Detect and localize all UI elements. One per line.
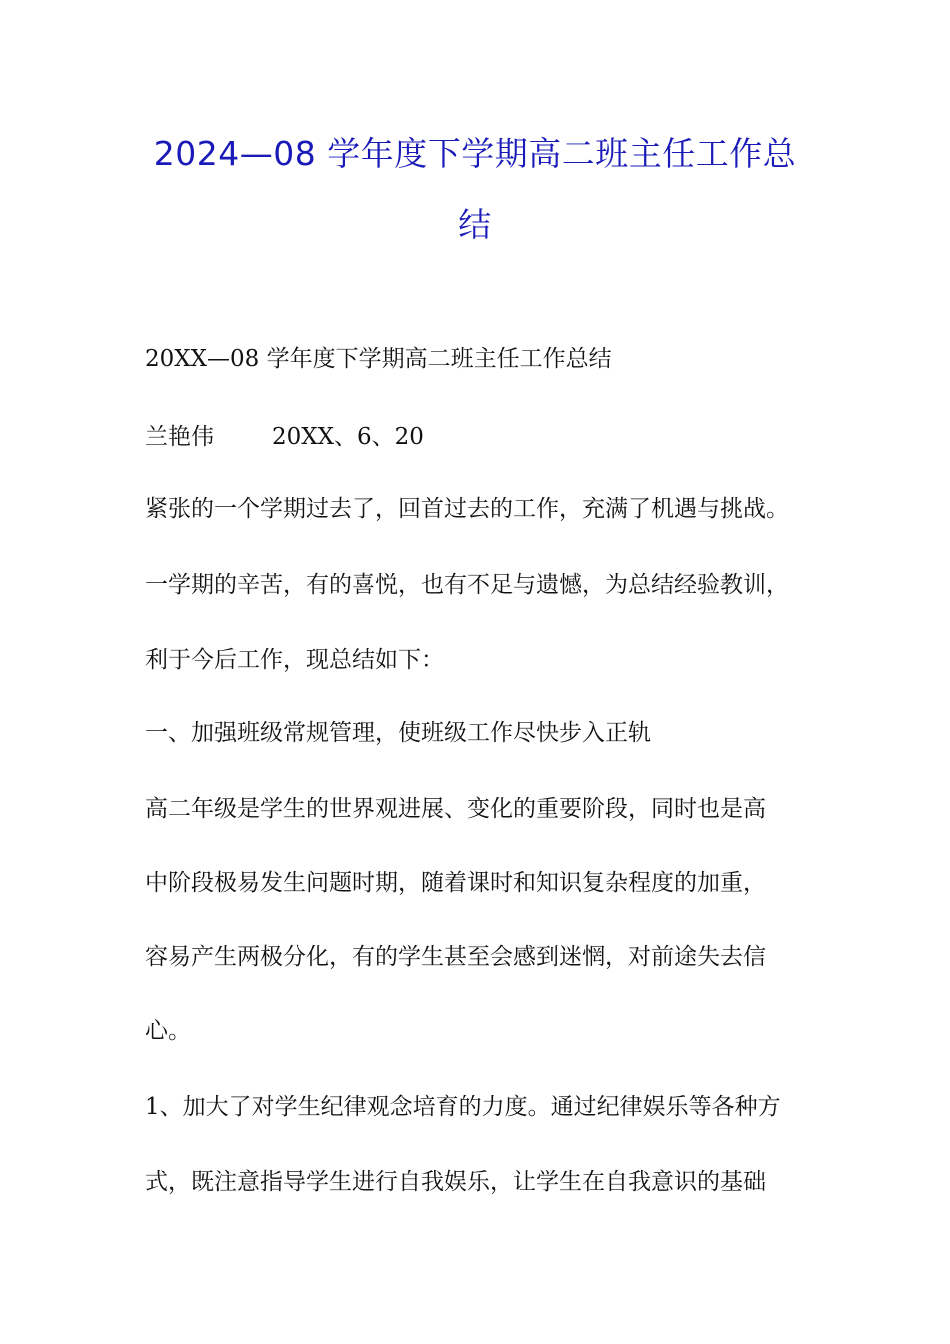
body-line: 心。: [145, 1018, 191, 1044]
author-name: 兰艳伟: [145, 424, 214, 450]
body-line: 高二年级是学生的世界观进展、变化的重要阶段，同时也是高: [145, 796, 766, 822]
body-line: 中阶段极易发生问题时期，随着课时和知识复杂程度的加重，: [145, 870, 766, 896]
section-heading: 一、加强班级常规管理，使班级工作尽快步入正轨: [145, 720, 651, 746]
document-title-line-1: 2024—08 学年度下学期高二班主任工作总: [153, 134, 797, 173]
author-line: [145, 422, 424, 452]
author-date: 20XX、6、20: [272, 424, 424, 450]
body-line: 一学期的辛苦，有的喜悦，也有不足与遗憾，为总结经验教训，: [145, 572, 789, 598]
body-line: 容易产生两极分化，有的学生甚至会感到迷惘，对前途失去信: [145, 944, 766, 970]
document-subtitle: 20XX—08 学年度下学期高二班主任工作总结: [145, 346, 612, 372]
body-line: 利于今后工作，现总结如下：: [145, 647, 444, 673]
body-line: 紧张的一个学期过去了，回首过去的工作，充满了机遇与挑战。: [145, 496, 789, 522]
document-title-line-2: 结: [458, 205, 492, 244]
body-line: 式，既注意指导学生进行自我娱乐，让学生在自我意识的基础: [145, 1169, 766, 1195]
body-line: 1、加大了对学生纪律观念培育的力度。通过纪律娱乐等各种方: [145, 1094, 781, 1120]
